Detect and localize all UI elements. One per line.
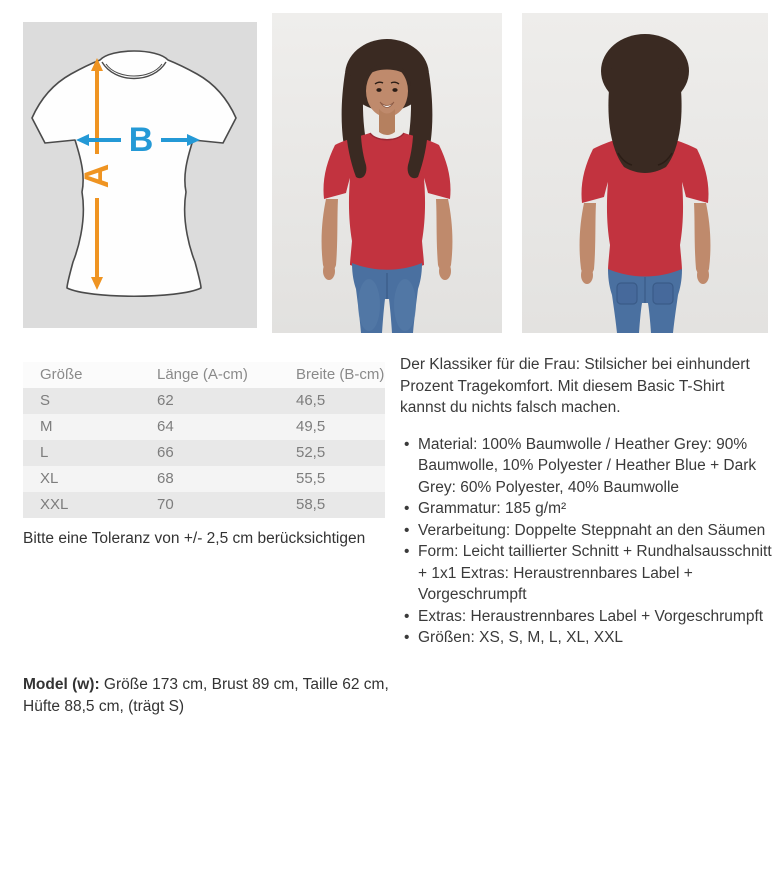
model-front-photo[interactable]	[272, 13, 502, 333]
cell-size: XL	[40, 470, 59, 487]
feature-verarbeitung: • Verarbeitung: Doppelte Steppnaht an den Säumen	[400, 520, 772, 542]
model-measurements	[23, 674, 401, 718]
cell-length: 70	[157, 496, 174, 513]
size-table	[23, 362, 385, 518]
description-intro: Der Klassiker für die Frau: Stilsicher bei einhundert Prozent Tragekomfort. Mit diesem Basic T-Shirt kannst du nichts falsch machen.	[400, 356, 750, 416]
cell-width: 49,5	[296, 418, 326, 435]
col-header-breite: Breite (B-cm)	[296, 366, 385, 383]
cell-size: S	[40, 392, 51, 409]
cell-length: 68	[157, 470, 174, 487]
cell-size: L	[40, 444, 49, 461]
cell-size: M	[40, 418, 53, 435]
model-front-illustration	[272, 13, 502, 333]
cell-length: 66	[157, 444, 174, 461]
feature-groessen: • Größen: XS, S, M, L, XL, XXL	[400, 627, 772, 649]
col-header-laenge: Länge (A-cm)	[157, 366, 248, 383]
model-label: Model (w):	[23, 676, 100, 693]
table-row	[23, 466, 385, 492]
cell-length: 64	[157, 418, 174, 435]
size-table-header-row	[23, 362, 385, 388]
feature-grammatur: • Grammatur: 185 g/m²	[400, 498, 772, 520]
table-row	[23, 388, 385, 414]
cell-width: 52,5	[296, 444, 326, 461]
tolerance-note: Bitte eine Toleranz von +/- 2,5 cm berücksichtigen	[23, 530, 366, 547]
table-row	[23, 440, 385, 466]
cell-size: XXL	[40, 496, 69, 513]
model-text: Größe 173 cm, Brust 89 cm, Taille 62 cm, Hüfte 88,5 cm, (trägt S)	[23, 676, 389, 715]
size-diagram-image[interactable]	[23, 22, 257, 328]
feature-material: • Material: 100% Baumwolle / Heather Grey: 90% Baumwolle, 10% Polyester / Heather Blue + Dark Grey: 60% Polyester, 40% Baumwolle	[400, 434, 772, 499]
table-row	[23, 492, 385, 518]
cell-width: 46,5	[296, 392, 326, 409]
feature-list	[400, 434, 772, 649]
cell-width: 58,5	[296, 496, 326, 513]
feature-extras: • Extras: Heraustrennbares Label + Vorgeschrumpft	[400, 606, 772, 628]
table-row	[23, 414, 385, 440]
feature-form: • Form: Leicht taillierter Schnitt + Rundhalsausschnitt + 1x1 Extras: Heraustrennbares Label + Vorgeschrumpft	[400, 541, 772, 606]
cell-width: 55,5	[296, 470, 326, 487]
col-header-groesse: Größe	[40, 366, 83, 383]
label-a: A	[78, 163, 116, 189]
label-b: B	[128, 121, 154, 159]
tshirt-measurement-diagram-icon	[23, 22, 257, 328]
product-description	[400, 354, 772, 649]
model-back-illustration	[522, 13, 768, 333]
model-back-photo[interactable]	[522, 13, 768, 333]
cell-length: 62	[157, 392, 174, 409]
